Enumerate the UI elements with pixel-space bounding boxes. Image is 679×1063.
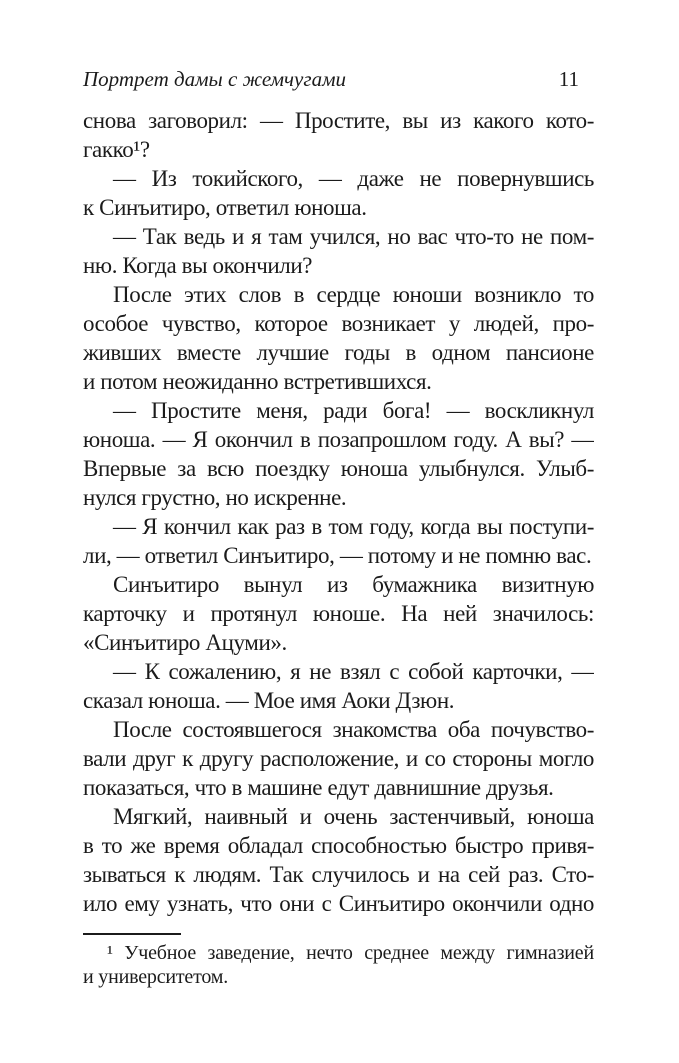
text-line: — Из токийского, — даже не повернувшись xyxy=(113,166,594,191)
body-text xyxy=(83,106,594,918)
paragraph xyxy=(83,570,594,657)
text-line: снова заговорил: — Простите, вы из какого кото- xyxy=(83,108,594,133)
text-line: к Синъитиро, ответил юноша. xyxy=(83,195,367,220)
text-line: ¹ Учебное заведение, нечто среднее между гимназией xyxy=(107,942,594,964)
text-line: — Я кончил как раз в том году, когда вы поступи- xyxy=(113,514,594,539)
footnote-rule xyxy=(83,933,181,935)
text-line: ило ему узнать, что они с Синъитиро окончили одно xyxy=(83,891,594,916)
text-line: сказал юноша. — Мое имя Аоки Дзюн. xyxy=(83,688,455,713)
text-line: и университетом. xyxy=(83,966,229,988)
text-line: показаться, что в машине едут давнишние друзья. xyxy=(83,775,554,800)
text-line: «Синъитиро Ацуми». xyxy=(83,630,287,655)
paragraph xyxy=(83,802,594,918)
running-title: Портрет дамы с жемчугами xyxy=(83,67,346,91)
text-line: зываться к людям. Так случилось и на сей раз. Сто- xyxy=(83,862,594,887)
text-line: нулся грустно, но искренне. xyxy=(83,485,347,510)
text-line: особое чувство, которое возникает у людей, про- xyxy=(83,311,594,336)
page-number: 11 xyxy=(558,67,579,91)
paragraph xyxy=(83,512,594,570)
text-line: ли, — ответил Синъитиро, — потому и не помню вас. xyxy=(83,543,592,568)
text-line: После состоявшегося знакомства оба почувство- xyxy=(113,717,594,742)
text-line: живших вместе лучшие годы в одном пансионе xyxy=(83,340,594,365)
text-line: и потом неожиданно встретившихся. xyxy=(83,369,432,394)
page-header xyxy=(83,67,594,92)
paragraph xyxy=(83,657,594,715)
text-line: в то же время обладал способностью быстро привя- xyxy=(83,833,594,858)
text-line: юноша. — Я окончил в позапрошлом году. А вы? — xyxy=(83,427,594,452)
paragraph xyxy=(83,280,594,396)
paragraph xyxy=(83,396,594,512)
paragraph xyxy=(83,106,594,164)
text-line: вали друг к другу расположение, и со стороны могло xyxy=(83,746,594,771)
text-line: Синъитиро вынул из бумажника визитную xyxy=(113,572,594,597)
text-line: После этих слов в сердце юноши возникло то xyxy=(113,282,594,307)
paragraph xyxy=(83,715,594,802)
paragraph xyxy=(83,164,594,222)
paragraph xyxy=(83,941,594,989)
text-line: — К сожалению, я не взял с собой карточки, — xyxy=(113,659,594,684)
text-line: — Так ведь и я там учился, но вас что-то не пом- xyxy=(113,224,594,249)
footnote xyxy=(83,941,594,989)
text-line: гакко¹? xyxy=(83,137,150,162)
text-line: Мягкий, наивный и очень застенчивый, юноша xyxy=(113,804,594,829)
paragraph xyxy=(83,222,594,280)
text-line: — Простите меня, ради бога! — воскликнул xyxy=(113,398,594,423)
text-line: ню. Когда вы окончили? xyxy=(83,253,313,278)
text-line: Впервые за всю поездку юноша улыбнулся. Улыб- xyxy=(83,456,594,481)
text-line: карточку и протянул юноше. На ней значилось: xyxy=(83,601,594,626)
